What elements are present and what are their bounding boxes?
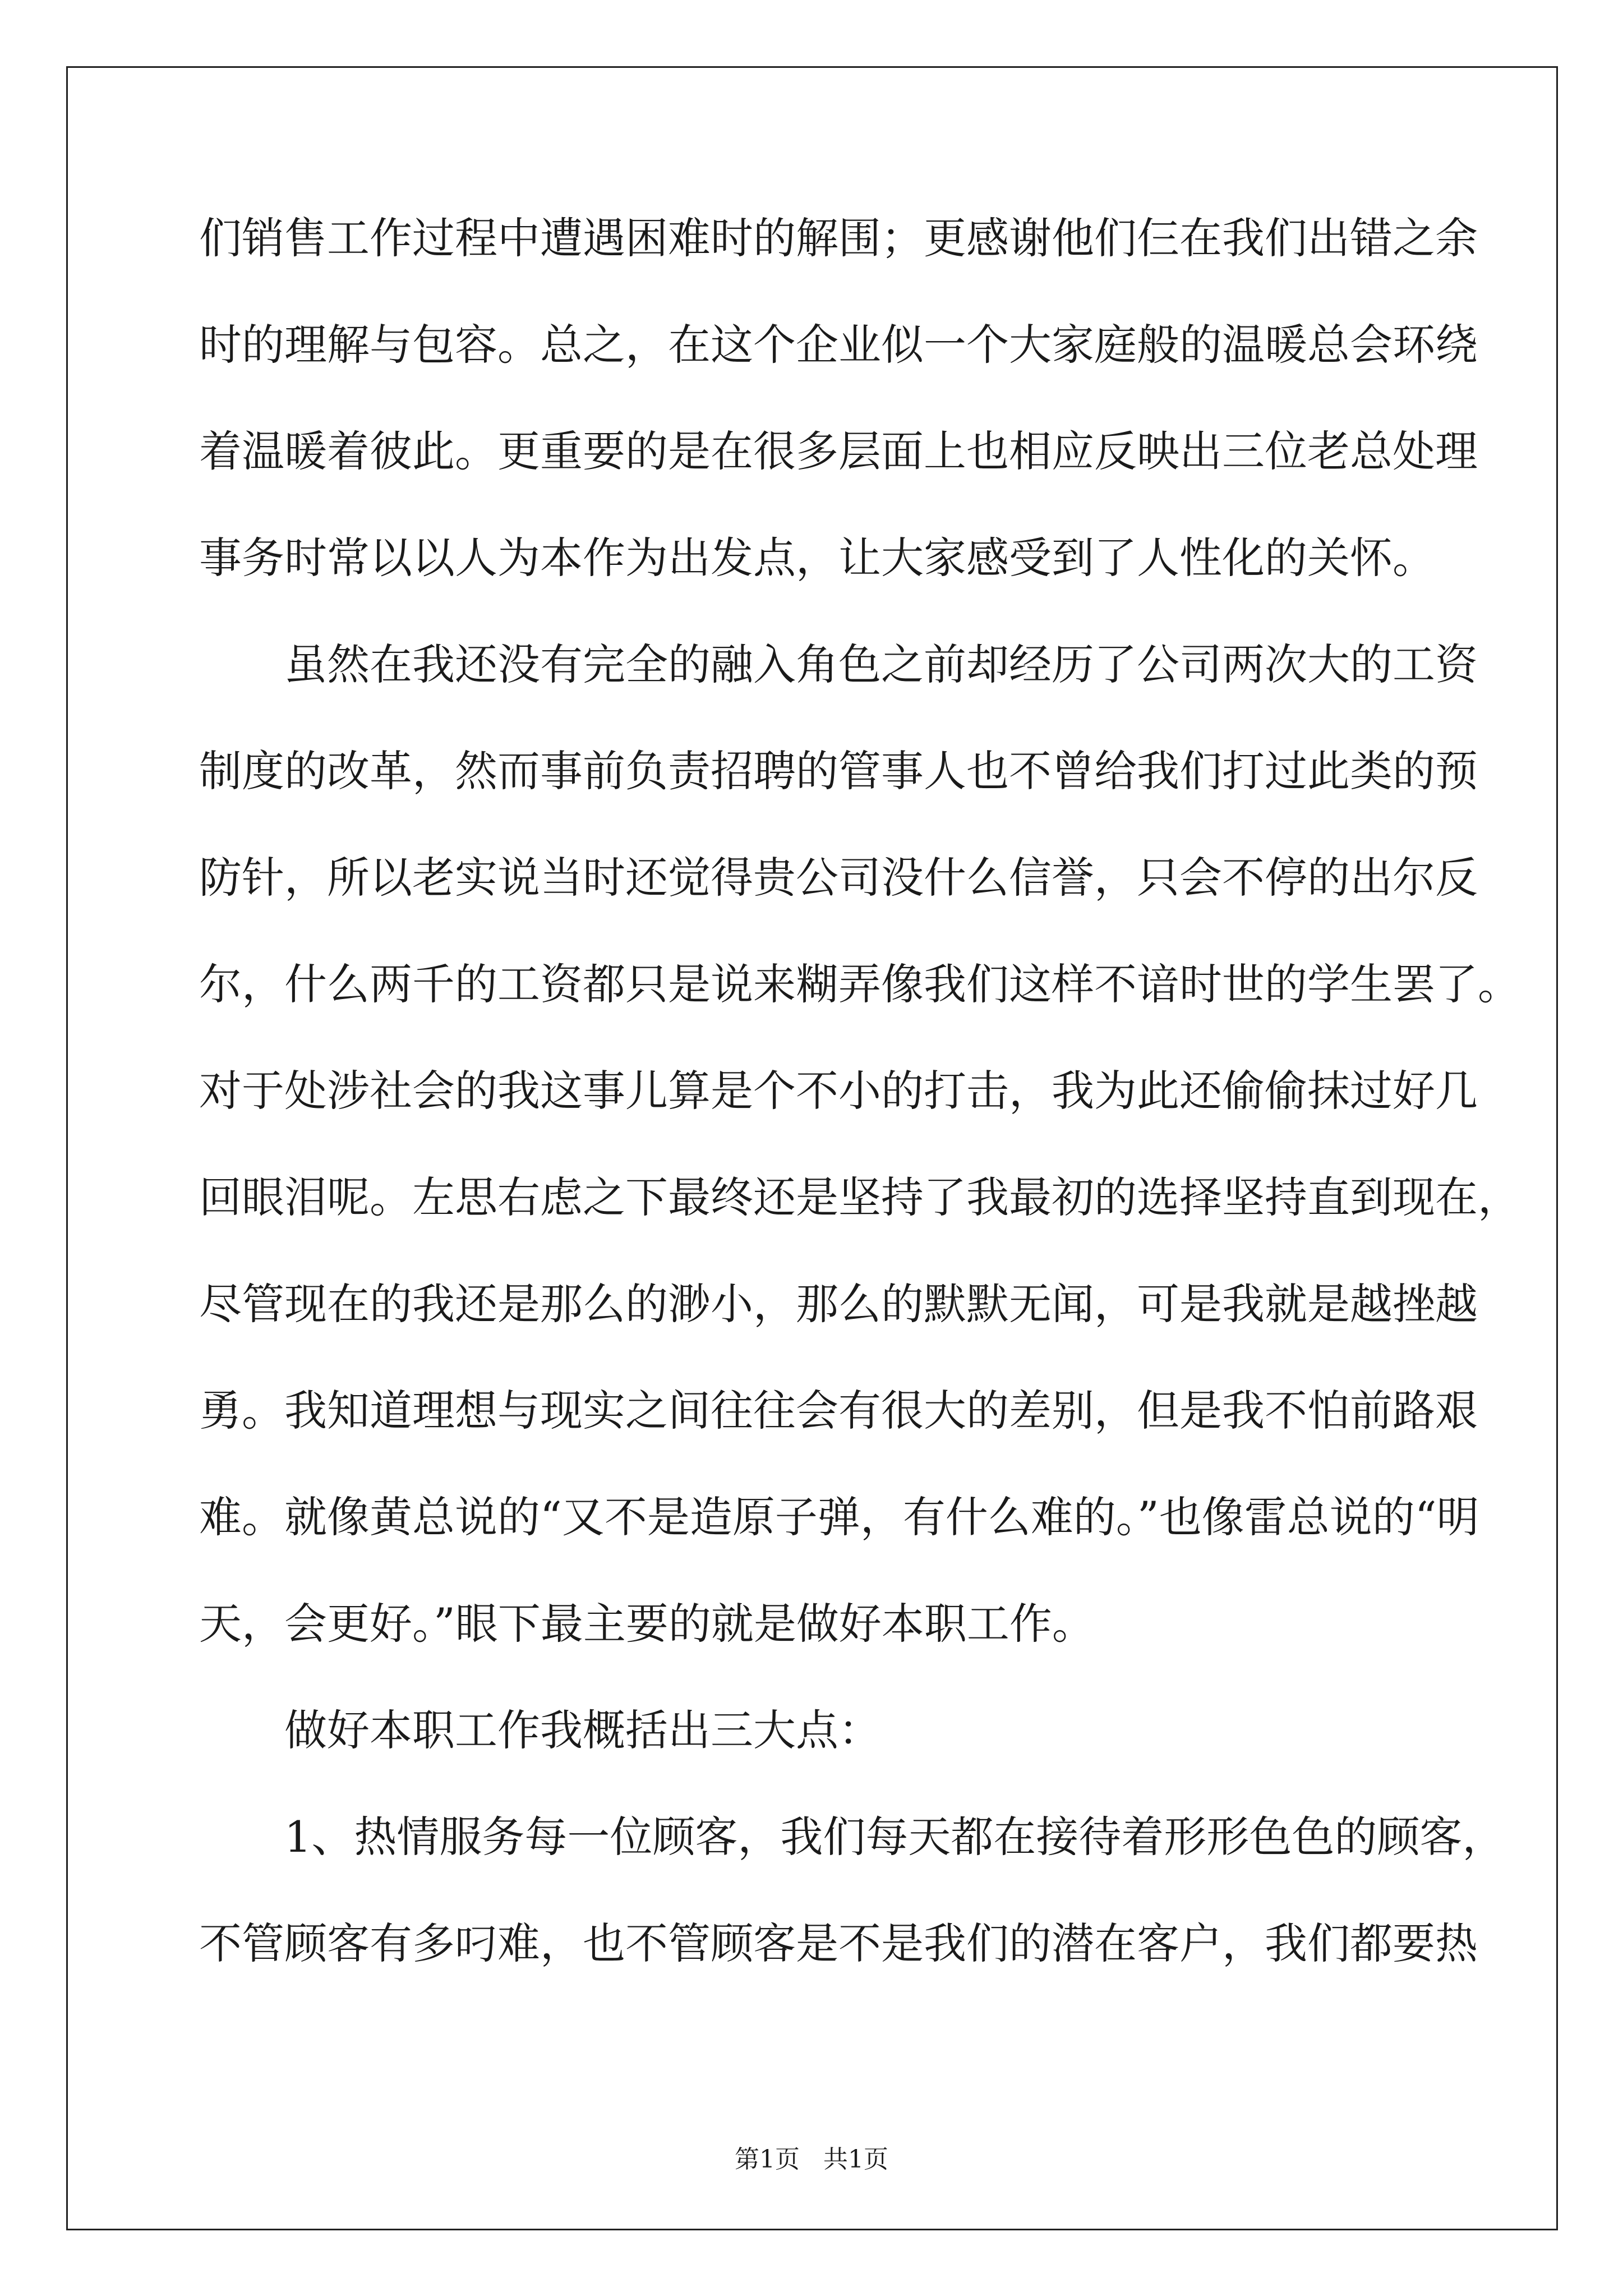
text-line-17: 不管顾客有多叼难，也不管顾客是不是我们的潜在客户，我们都要热 <box>199 1918 1478 1968</box>
text-line-9: 对于处涉社会的我这事儿算是个不小的打击，我为此还偷偷抹过好几 <box>199 1066 1478 1116</box>
paragraph-3-start: 做好本职工作我概括出三大点： <box>284 1705 881 1755</box>
text-line-12: 勇。我知道理想与现实之间往往会有很大的差别，但是我不怕前路艰 <box>199 1386 1478 1435</box>
text-line-11: 尽管现在的我还是那么的渺小，那么的默默无闻，可是我就是越挫越 <box>199 1279 1478 1329</box>
text-line-10: 回眼泪呢。左思右虑之下最终还是坚持了我最初的选择坚持直到现在， <box>199 1172 1520 1222</box>
text-line-2: 时的理解与包容。总之，在这个企业似一个大家庭般的温暖总会环绕 <box>199 320 1478 370</box>
text-line-8: 尔，什么两千的工资都只是说来糊弄像我们这样不谙时世的学生罢了。 <box>199 959 1520 1009</box>
page-footer: 第1页 共1页 <box>735 2145 888 2174</box>
text-line-3: 着温暖着彼此。更重要的是在很多层面上也相应反映出三位老总处理 <box>199 426 1478 476</box>
paragraph-2-start: 虽然在我还没有完全的融入角色之前却经历了公司两次大的工资 <box>284 639 1478 689</box>
page-border <box>66 66 1558 2230</box>
text-line-7: 防针，所以老实说当时还觉得贵公司没什么信誉，只会不停的出尔反 <box>199 853 1478 903</box>
text-line-4: 事务时常以以人为本作为出发点，让大家感受到了人性化的关怀。 <box>199 533 1435 583</box>
text-line-13: 难。就像黄总说的“又不是造原子弹，有什么难的。”也像雷总说的“明 <box>199 1492 1479 1542</box>
text-line-1: 们销售工作过程中遭遇困难时的解围；更感谢他们仨在我们出错之余 <box>199 213 1478 263</box>
text-line-14: 天，会更好。”眼下最主要的就是做好本职工作。 <box>199 1599 1095 1649</box>
text-line-6: 制度的改革，然而事前负责招聘的管事人也不曾给我们打过此类的预 <box>199 746 1478 796</box>
paragraph-4-start: 1、热情服务每一位顾客，我们每天都在接待着形形色色的顾客， <box>284 1812 1505 1862</box>
